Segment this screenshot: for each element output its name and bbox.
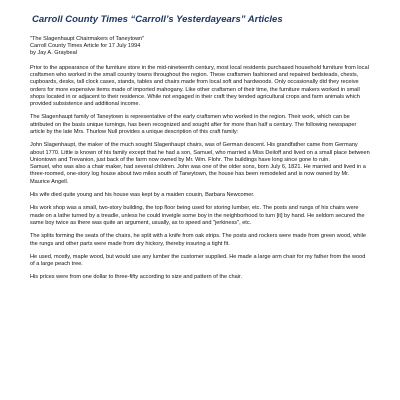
body-paragraph: John Slagenhaupt, the maker of the much sought Slagenhaupt chairs, was of German descent. His grandfather came from Germany about 1770. Little is known of his family except that he had a son, Samuel, who married a Miss Deiloff and lived on a small place between Uniontown and Trevanion, just back of the farm now owned by Mr. Wm. Flohr. The buildings have long since gone to ruin. [30, 142, 370, 163]
article-source: Carroll County Times Article for 17 July 1994 [30, 43, 141, 50]
body-paragraph: Samuel, who was also a chair maker, had several children. John was one of the older sons, born July 6, 1821. He married and lived in a three-roomed, one-story log house about two miles south of Taneytown, the house has been remodeled and is now owned by Mr. Maurice Angell. [30, 164, 366, 185]
article-meta [30, 36, 370, 58]
body-paragraph: His wife died quite young and his house was kept by a maiden cousin, Barbara Newcomer. [30, 192, 255, 199]
body-paragraph: The Slagenhaupt family of Taneytown is representative of the early craftsmen who worked in the region. Their work, which can be attributed on the basis unique turnings, has been recognized and sought after for more than half a century. The following newspaper article by the late Mrs. Thurlow Null provides a unique description of this craft family: [30, 114, 357, 135]
document-title: Carroll County Times “Carroll’s Yesterdayears” Articles [32, 14, 283, 25]
body-paragraph: He used, mostly, maple wood, but would use any lumber the customer supplied. He made a large arm chair for my father from the wood of a large peach tree. [30, 253, 366, 268]
body-paragraph: His work shop was a small, two-story building, the top floor being used for storing lumber, etc. The posts and rungs of his chairs were made on a lathe turned by a treadle, unless he could inveigle some boy in the neighborhood to turn [it] by hand. He seldom secured the same boy twice as there was quite an argument, usually, as to speed and "jerkiness", etc. [30, 205, 365, 226]
article-headline: "The Slagenhaupt Chairmakers of Taneytown" [30, 36, 145, 42]
body-paragraph: The splits forming the seats of the chairs, he split with a knife from oak strips. The posts and rockers were made from green wood, while the rungs and other parts were made from dry hickory, thereby insuring a tight fit. [30, 233, 366, 247]
body-paragraph: Prior to the appearance of the furniture store in the mid-nineteenth century, most local residents purchased household furniture from local craftsmen who worked in the small country towns throughout the region. These craftsmen fashioned and repaired bedsteads, chests, cupboards, desks, tall clock cases, stands, tables and chairs made from local soft and hardwoods. Only occasionally did they receive orders for more expensive items made of imported mahogany. Like other craftsmen of their time, the furniture makers worked in small shops located in or adjacent to their residence. While not engaged in their craft they tended agricultural crops and farm animals which provided subsistence and additional income. [30, 64, 369, 108]
body-paragraph: His prices were from one dollar to three-fifty according to size and pattern of the chair. [30, 274, 243, 281]
article-author: by Jay A. Graybeal [30, 50, 77, 57]
